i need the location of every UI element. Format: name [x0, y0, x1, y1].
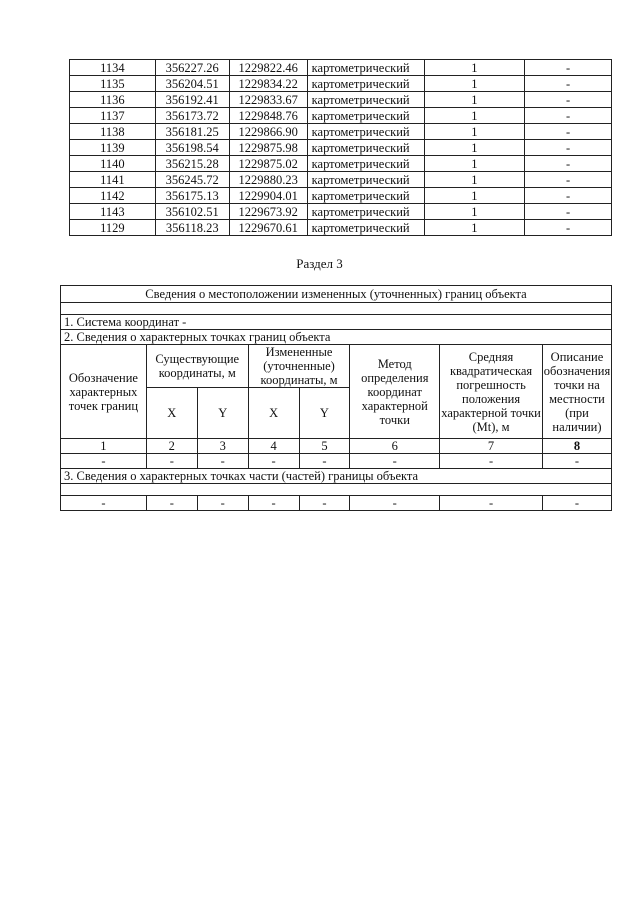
- description-cell: -: [525, 124, 612, 140]
- column-number: 2: [146, 439, 197, 454]
- accuracy-cell: 1: [424, 108, 525, 124]
- dash-cell: -: [440, 454, 543, 469]
- description-cell: -: [525, 108, 612, 124]
- header-row-1: [61, 345, 612, 388]
- description-cell: -: [525, 60, 612, 76]
- header-designation: Обозначение характерных точек границ: [61, 345, 147, 439]
- point-id-cell: 1138: [70, 124, 156, 140]
- dash-cell: -: [197, 496, 248, 511]
- points-heading: 2. Сведения о характерных точках границ объекта: [61, 330, 612, 345]
- method-cell: картометрический: [307, 172, 424, 188]
- accuracy-cell: 1: [424, 124, 525, 140]
- x-coordinate-cell: 356215.28: [155, 156, 229, 172]
- table-row: [70, 124, 612, 140]
- header-description: Описание обозначения точки на местности (при наличии): [542, 345, 611, 439]
- coord-system-row: [61, 315, 612, 330]
- header-existing-y: Y: [197, 388, 248, 439]
- coordinates-table: [69, 59, 612, 236]
- table-title-row: [61, 286, 612, 303]
- dash-cell: -: [440, 496, 543, 511]
- header-changed: Измененные (уточненные) координаты, м: [248, 345, 350, 388]
- table-row: [70, 204, 612, 220]
- table-row: [70, 60, 612, 76]
- method-cell: картометрический: [307, 220, 424, 236]
- header-accuracy: Средняя квадратическая погрешность положения характерной точки (Mt), м: [440, 345, 543, 439]
- dash-cell: -: [248, 454, 299, 469]
- method-cell: картометрический: [307, 108, 424, 124]
- x-coordinate-cell: 356227.26: [155, 60, 229, 76]
- description-cell: -: [525, 92, 612, 108]
- parts-heading: 3. Сведения о характерных точках части (частей) границы объекта: [61, 469, 612, 484]
- y-coordinate-cell: 1229834.22: [229, 76, 307, 92]
- point-id-cell: 1143: [70, 204, 156, 220]
- column-number: 7: [440, 439, 543, 454]
- description-cell: -: [525, 76, 612, 92]
- method-cell: картометрический: [307, 76, 424, 92]
- parts-heading-row: [61, 469, 612, 484]
- column-number: 3: [197, 439, 248, 454]
- x-coordinate-cell: 356118.23: [155, 220, 229, 236]
- dash-cell: -: [146, 454, 197, 469]
- accuracy-cell: 1: [424, 92, 525, 108]
- dash-cell: -: [248, 496, 299, 511]
- dash-cell: -: [146, 496, 197, 511]
- point-id-cell: 1135: [70, 76, 156, 92]
- parts-dash-row: [61, 496, 612, 511]
- dash-cell: -: [61, 454, 147, 469]
- method-cell: картометрический: [307, 140, 424, 156]
- accuracy-cell: 1: [424, 140, 525, 156]
- points-heading-row: [61, 330, 612, 345]
- accuracy-cell: 1: [424, 156, 525, 172]
- description-cell: -: [525, 140, 612, 156]
- dash-cell: -: [542, 496, 611, 511]
- boundary-section-table: [60, 285, 612, 511]
- description-cell: -: [525, 220, 612, 236]
- x-coordinate-cell: 356181.25: [155, 124, 229, 140]
- method-cell: картометрический: [307, 124, 424, 140]
- table-row: [70, 188, 612, 204]
- coordinates-table-body: [70, 60, 612, 236]
- y-coordinate-cell: 1229848.76: [229, 108, 307, 124]
- y-coordinate-cell: 1229880.23: [229, 172, 307, 188]
- accuracy-cell: 1: [424, 220, 525, 236]
- point-id-cell: 1134: [70, 60, 156, 76]
- point-id-cell: 1142: [70, 188, 156, 204]
- dash-cell: -: [350, 454, 440, 469]
- accuracy-cell: 1: [424, 172, 525, 188]
- x-coordinate-cell: 356245.72: [155, 172, 229, 188]
- header-changed-y: Y: [299, 388, 350, 439]
- y-coordinate-cell: 1229866.90: [229, 124, 307, 140]
- accuracy-cell: 1: [424, 188, 525, 204]
- column-numbers-row: [61, 439, 612, 454]
- point-id-cell: 1139: [70, 140, 156, 156]
- header-changed-x: X: [248, 388, 299, 439]
- dash-cell: -: [299, 496, 350, 511]
- method-cell: картометрический: [307, 188, 424, 204]
- x-coordinate-cell: 356173.72: [155, 108, 229, 124]
- dash-cell: -: [542, 454, 611, 469]
- x-coordinate-cell: 356192.41: [155, 92, 229, 108]
- column-number: 6: [350, 439, 440, 454]
- column-number: 4: [248, 439, 299, 454]
- table-row: [70, 156, 612, 172]
- column-number: 5: [299, 439, 350, 454]
- x-coordinate-cell: 356198.54: [155, 140, 229, 156]
- coord-system-label: 1. Система координат -: [61, 315, 612, 330]
- dash-cell: -: [61, 496, 147, 511]
- description-cell: -: [525, 156, 612, 172]
- table-title: Сведения о местоположении измененных (уточненных) границ объекта: [61, 286, 612, 303]
- description-cell: -: [525, 172, 612, 188]
- dash-row: [61, 454, 612, 469]
- method-cell: картометрический: [307, 204, 424, 220]
- description-cell: -: [525, 204, 612, 220]
- y-coordinate-cell: 1229673.92: [229, 204, 307, 220]
- point-id-cell: 1137: [70, 108, 156, 124]
- point-id-cell: 1141: [70, 172, 156, 188]
- table-row: [70, 92, 612, 108]
- spacer-row: [61, 303, 612, 315]
- spacer-row: [61, 484, 612, 496]
- y-coordinate-cell: 1229822.46: [229, 60, 307, 76]
- method-cell: картометрический: [307, 92, 424, 108]
- header-existing-x: X: [146, 388, 197, 439]
- x-coordinate-cell: 356175.13: [155, 188, 229, 204]
- dash-cell: -: [350, 496, 440, 511]
- y-coordinate-cell: 1229904.01: [229, 188, 307, 204]
- section-title: Раздел 3: [296, 256, 343, 271]
- accuracy-cell: 1: [424, 60, 525, 76]
- column-number: 1: [61, 439, 147, 454]
- accuracy-cell: 1: [424, 76, 525, 92]
- table-row: [70, 140, 612, 156]
- header-method: Метод определения координат характерной точки: [350, 345, 440, 439]
- y-coordinate-cell: 1229875.02: [229, 156, 307, 172]
- table-row: [70, 108, 612, 124]
- method-cell: картометрический: [307, 60, 424, 76]
- point-id-cell: 1129: [70, 220, 156, 236]
- accuracy-cell: 1: [424, 204, 525, 220]
- dash-cell: -: [197, 454, 248, 469]
- method-cell: картометрический: [307, 156, 424, 172]
- point-id-cell: 1140: [70, 156, 156, 172]
- table-row: [70, 76, 612, 92]
- y-coordinate-cell: 1229670.61: [229, 220, 307, 236]
- y-coordinate-cell: 1229875.98: [229, 140, 307, 156]
- header-existing: Существующие координаты, м: [146, 345, 248, 388]
- point-id-cell: 1136: [70, 92, 156, 108]
- table-row: [70, 172, 612, 188]
- y-coordinate-cell: 1229833.67: [229, 92, 307, 108]
- x-coordinate-cell: 356204.51: [155, 76, 229, 92]
- x-coordinate-cell: 356102.51: [155, 204, 229, 220]
- dash-cell: -: [299, 454, 350, 469]
- table-row: [70, 220, 612, 236]
- column-number: 8: [542, 439, 611, 454]
- description-cell: -: [525, 188, 612, 204]
